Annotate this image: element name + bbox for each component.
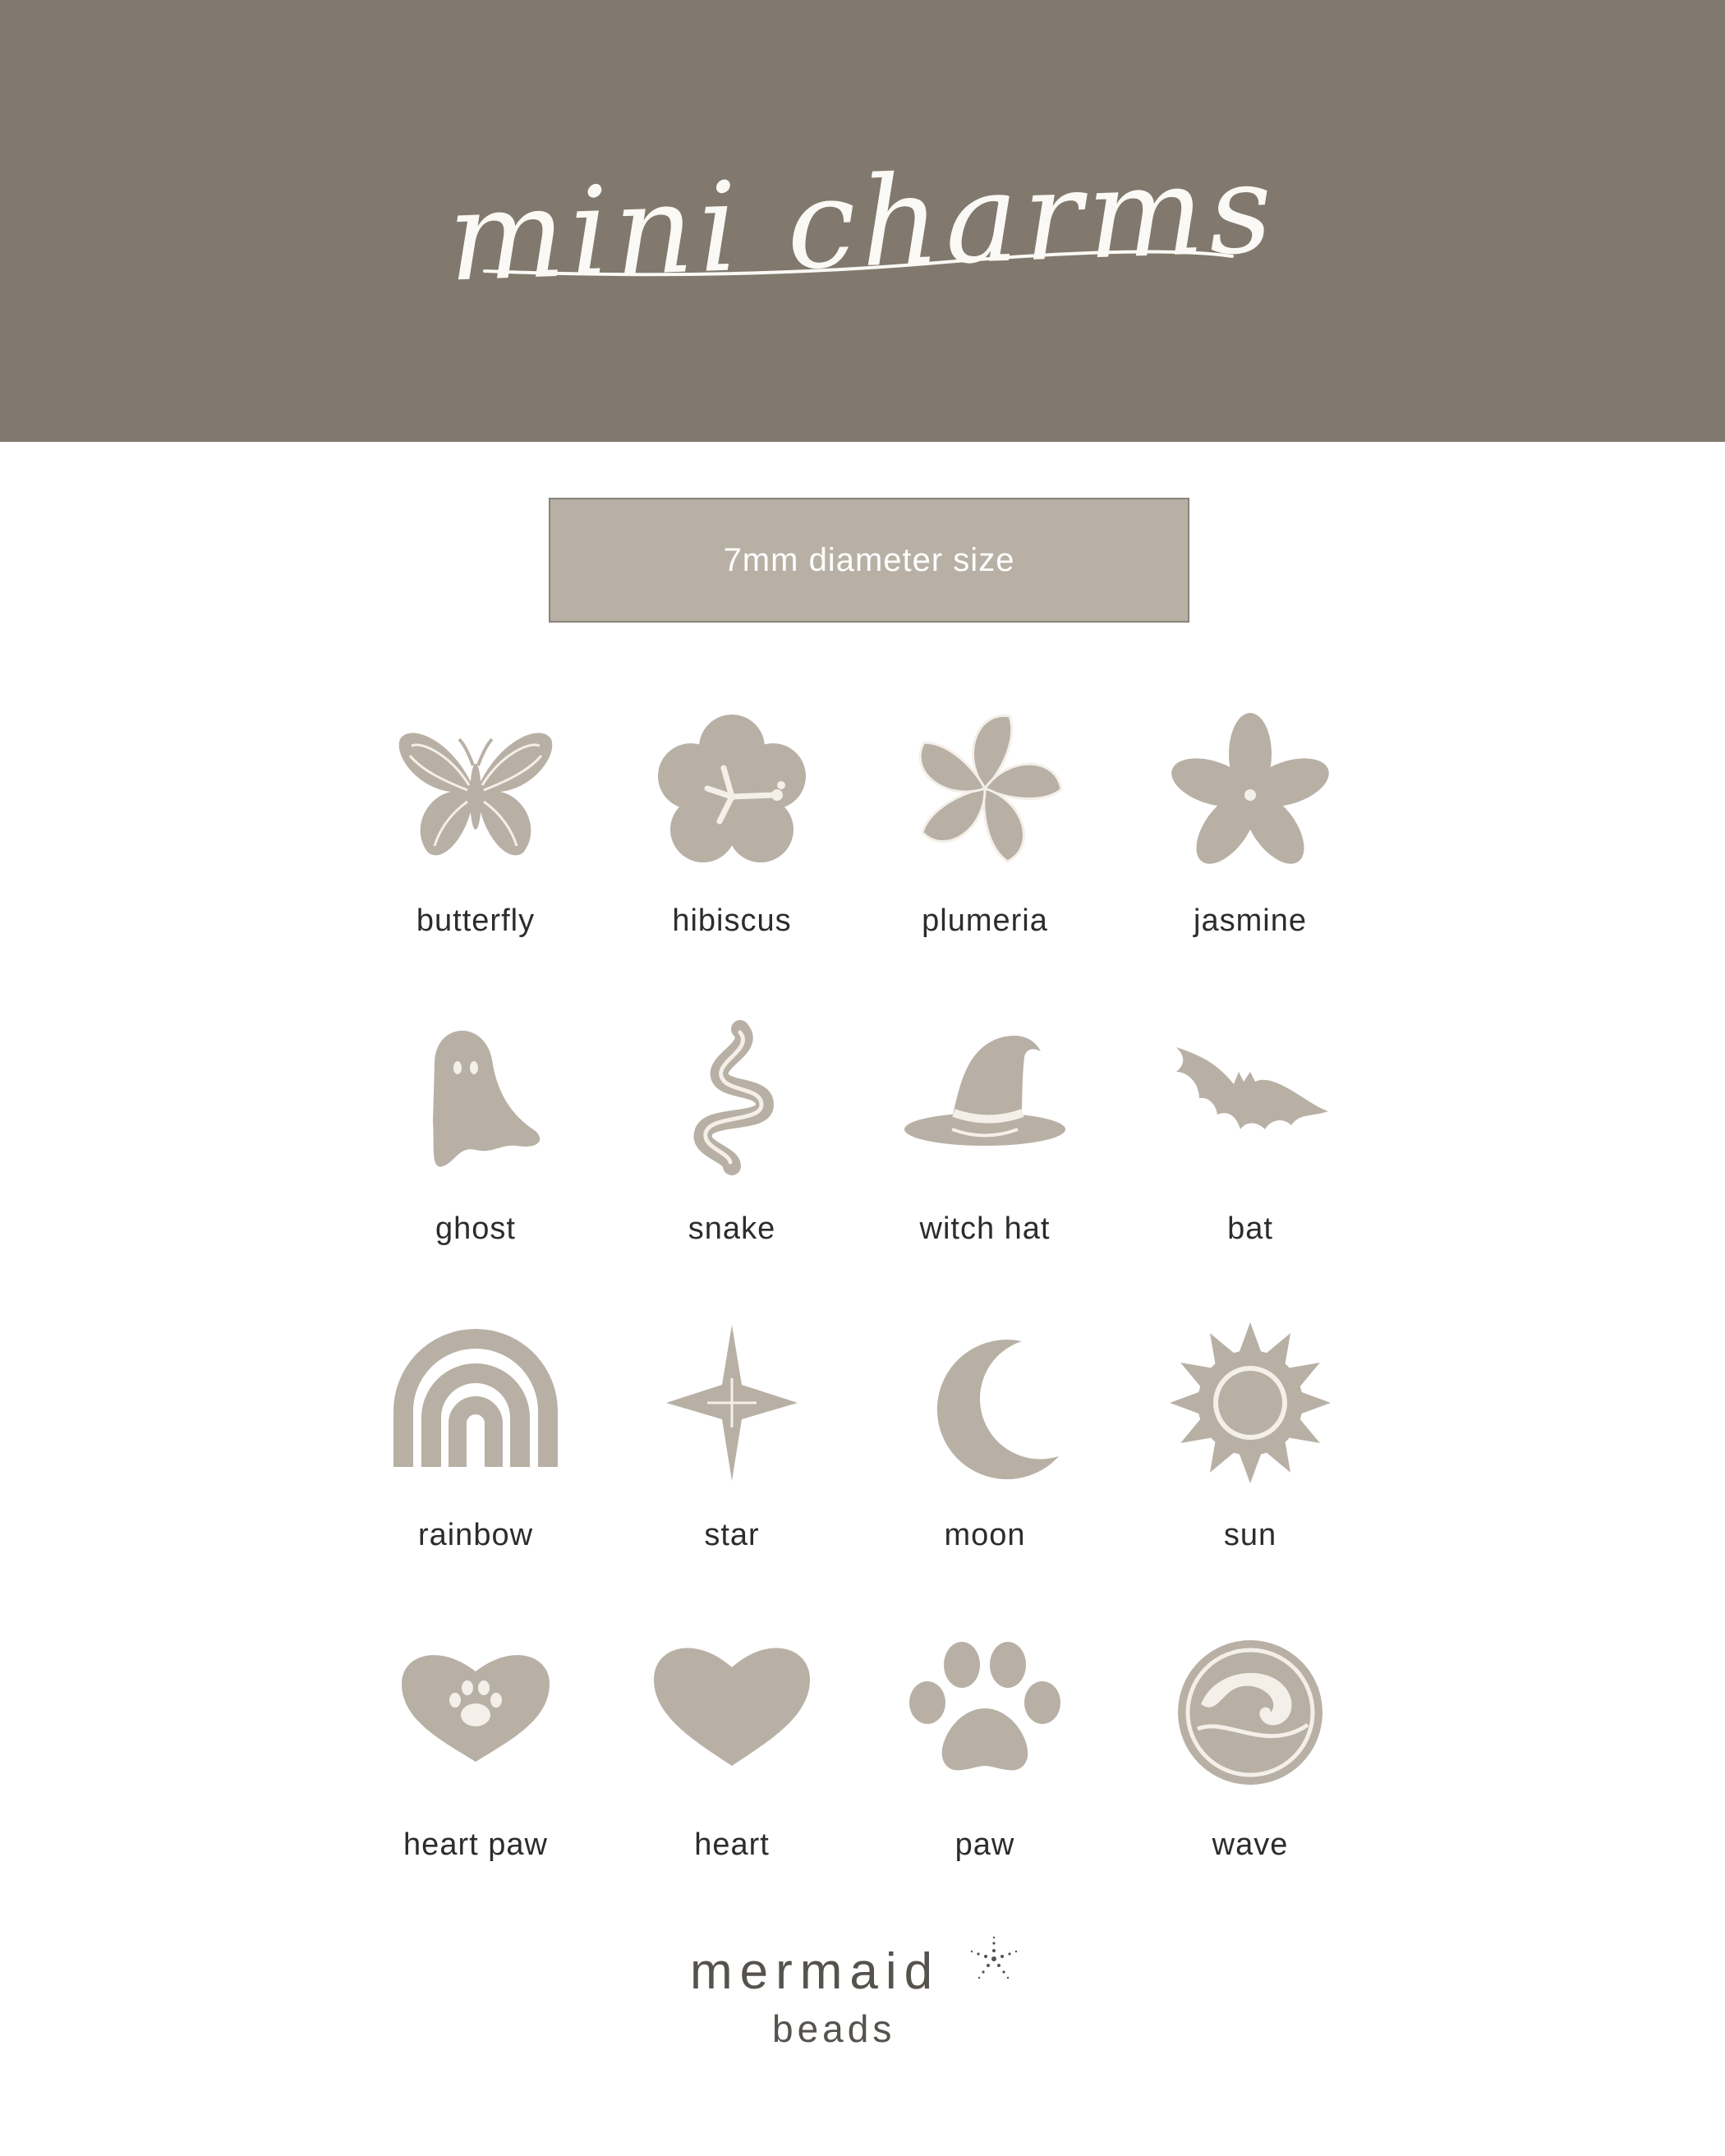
ghost-icon [393, 1014, 558, 1179]
rainbow-icon [393, 1321, 558, 1485]
charm-paw [862, 1630, 1108, 1926]
size-badge-text: 7mm diameter size [723, 541, 1015, 578]
charm-snake [609, 1014, 855, 1310]
header-banner [0, 0, 1725, 442]
title-flourish-icon [476, 238, 1249, 287]
charm-wave [1127, 1630, 1373, 1926]
charm-label: bat [1227, 1211, 1273, 1246]
charm-label: plumeria [922, 903, 1048, 938]
starfish-icon [961, 1934, 1027, 1984]
charm-witch-hat [862, 1014, 1108, 1310]
star-icon [650, 1321, 814, 1485]
charm-label: hibiscus [672, 903, 792, 938]
heart-paw-icon [393, 1630, 558, 1795]
jasmine-icon [1168, 706, 1332, 871]
charm-label: ghost [435, 1211, 516, 1246]
charm-bat [1127, 1014, 1373, 1310]
charm-jasmine [1127, 706, 1373, 1002]
heart-icon [650, 1630, 814, 1795]
charm-butterfly [352, 706, 599, 1002]
charm-heart [609, 1630, 855, 1926]
charm-label: butterfly [416, 903, 536, 938]
sun-icon [1168, 1321, 1332, 1485]
bat-icon [1168, 1014, 1332, 1179]
charm-label: heart paw [403, 1827, 548, 1862]
charm-rainbow [352, 1321, 599, 1616]
witch-hat-icon [903, 1014, 1067, 1179]
hibiscus-icon [650, 706, 814, 871]
charm-heart-paw [352, 1630, 599, 1926]
logo-wordmark: mermaid [690, 1943, 941, 2000]
snake-icon [650, 1014, 814, 1179]
charm-label: paw [954, 1827, 1015, 1862]
charm-label: heart [694, 1827, 770, 1862]
charm-label: jasmine [1194, 903, 1307, 938]
moon-icon [903, 1321, 1067, 1485]
charm-sun [1127, 1321, 1373, 1616]
charm-label: snake [688, 1211, 776, 1246]
page-title: mini charms [445, 137, 1280, 310]
paw-icon [903, 1630, 1067, 1795]
charm-moon [862, 1321, 1108, 1616]
charm-plumeria [862, 706, 1108, 1002]
charm-label: witch hat [919, 1211, 1051, 1246]
charm-label: wave [1212, 1827, 1289, 1862]
charm-ghost [352, 1014, 599, 1310]
charm-star [609, 1321, 855, 1616]
logo-subtext: beads [772, 2007, 896, 2050]
charm-label: rainbow [417, 1518, 534, 1552]
wave-icon [1168, 1630, 1332, 1795]
brand-logo [690, 1942, 1051, 2066]
plumeria-icon [903, 706, 1067, 871]
butterfly-icon [393, 706, 558, 871]
charm-label: sun [1223, 1518, 1277, 1552]
charm-hibiscus [609, 706, 855, 1002]
size-badge [549, 498, 1189, 623]
charm-label: moon [944, 1518, 1026, 1552]
charm-label: star [704, 1518, 760, 1552]
